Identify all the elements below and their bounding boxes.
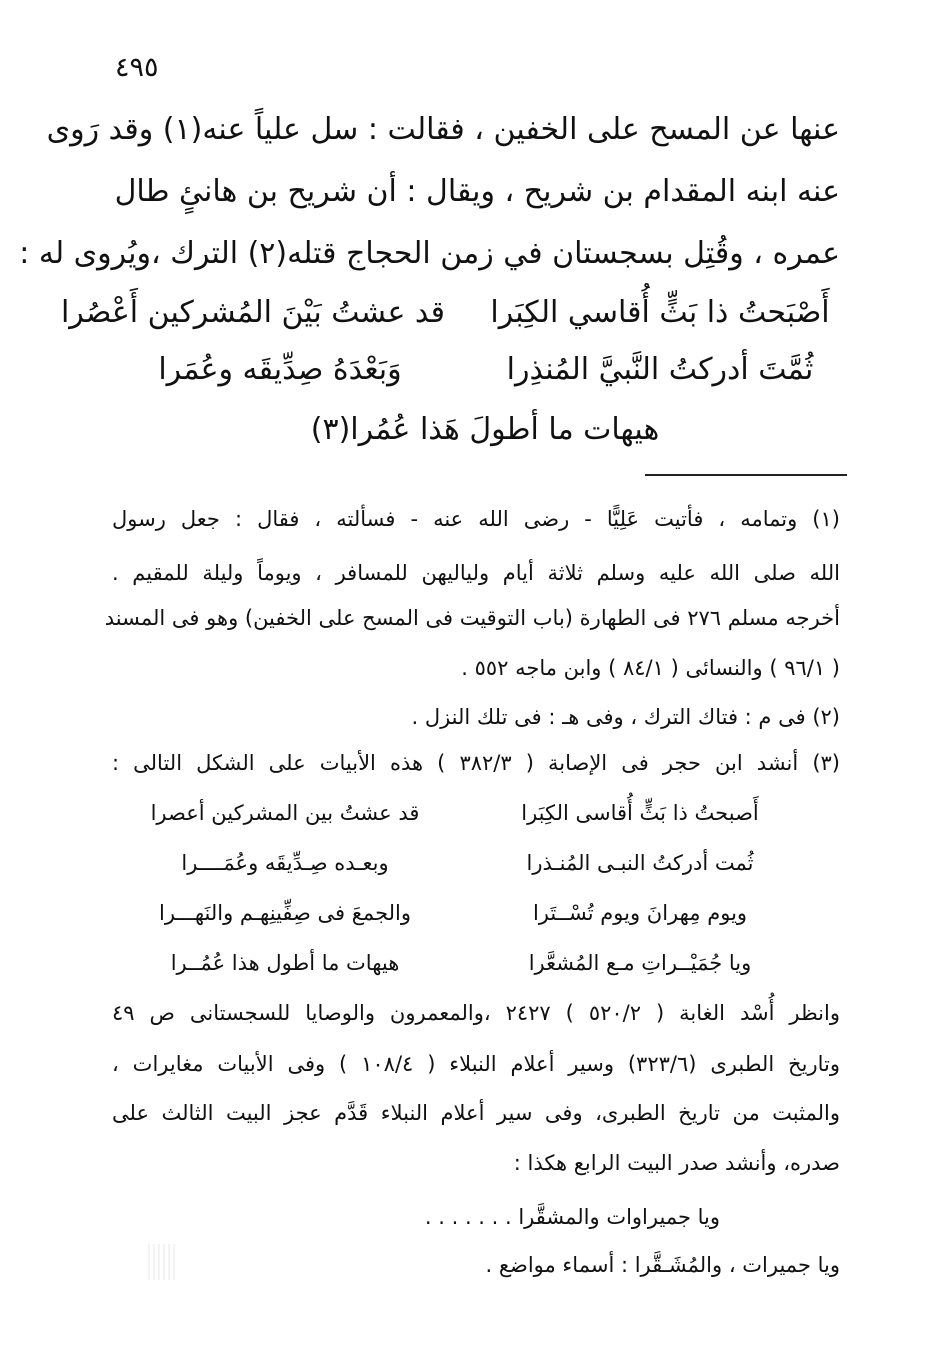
- footnote-verse-row: [135, 951, 800, 983]
- footnote-separator: [645, 474, 847, 476]
- verse-row: [115, 352, 840, 396]
- verse-last: هيهات ما أطولَ هَذا عُمُرا(٣): [310, 412, 660, 447]
- footnote-verse-first: أَصبحتُ ذا بَثٍّ أُقاسى الكِبَرا: [521, 801, 759, 825]
- main-line: عنها عن المسح على الخفين ، فقالت : سل علياً عنه(١) وقد رَوى: [46, 112, 840, 147]
- footnote-verse-row: [135, 901, 800, 933]
- footnote-verse-first: ثُمت أدركتُ النبـى المُنـذرا: [526, 851, 754, 875]
- footnote-line: والمثبت من تاريخ الطبرى، وفى سير أعلام النبلاء قَدَّم عجز البيت الثالث على: [112, 1101, 840, 1125]
- verse-hemistich-second: وَبَعْدَهُ صِدِّيقَه وعُمَرا: [158, 352, 402, 387]
- footnote-quote: ويا جميراوات والمشقَّرا . . . . . . .: [424, 1205, 720, 1229]
- footnote-line: ويا جميرات ، والمُشَـقَّرا : أسماء مواضع .: [485, 1253, 840, 1277]
- footnote-verse-row: [135, 801, 800, 833]
- footnote-verse-second: والجمعَ فى صِفِّينِهـم والنَهـــرا: [158, 901, 412, 925]
- footnote-line: (٢) فى م : فتاك الترك ، وفى هـ : فى تلك النزل .: [411, 705, 840, 729]
- footnote-line: وتاريخ الطبرى (٣٢٣/٦) وسير أعلام النبلاء ( ١٠٨/٤ ) وفى الأبيات مغايرات ،: [112, 1052, 840, 1076]
- footnote-verse-first: ويوم مِهرانَ ويوم تُسْــتَرا: [532, 901, 748, 925]
- footnote-verse-first: ويا جُمَيْــراتِ مـع المُشعَّرا: [528, 951, 752, 975]
- footnote-line: (٣) أنشد ابن حجر فى الإصابة ( ٣٨٢/٣ ) هذه الأبيات على الشكل التالى :: [112, 751, 840, 775]
- main-line: عمره ، وقُتِل بسجستان في زمن الحجاج قتله(٢) الترك ،ويُروى له :: [19, 236, 840, 271]
- footnote-line: صدره، وأنشد صدر البيت الرابع هكذا :: [513, 1151, 840, 1175]
- verse-hemistich-second: قد عشتُ بَيْنَ المُشركين أَعْصُرا: [60, 295, 445, 330]
- footnote-verse-second: قد عشتُ بين المشركين أعصرا: [150, 801, 420, 825]
- verse-hemistich-first: ثُمَّتَ أدركتُ النَّبيَّ المُنذِرا: [506, 352, 814, 387]
- footnote-line: وانظر أُسْد الغابة ( ٥٢٠/٢ ) ٢٤٢٧ ،والمعمرون والوصايا للسجستانى ص ٤٩: [112, 1001, 840, 1025]
- verse-hemistich-first: أَصْبَحتُ ذا بَثٍّ أُقاسي الكِبَرا: [490, 295, 830, 330]
- footnote-verse-second: وبعـده صِـدِّيقَه وعُمَــــرا: [181, 851, 389, 875]
- footnote-line: أخرجه مسلم ٢٧٦ فى الطهارة (باب التوقيت فى المسح على الخفين) وهو فى المسند: [104, 606, 840, 630]
- footnote-line: الله صلى الله عليه وسلم ثلاثة أيام ولياليهن للمسافر ، ويوماً وليلة للمقيم .: [112, 561, 840, 585]
- footnote-verse-row: [135, 851, 800, 883]
- main-line: عنه ابنه المقدام بن شريح ، ويقال : أن شريح بن هانئٍ طال: [114, 174, 840, 209]
- footnote-line: (١) وتمامه ، فأتيت عَلِيًّا - رضى الله عنه - فسألته ، فقال : جعل رسول: [112, 507, 840, 531]
- footnote-verse-second: هيهات ما أطول هذا عُمُــرا: [170, 951, 400, 975]
- page-number: ٤٩٥: [115, 52, 159, 83]
- verse-row: [60, 295, 840, 339]
- footnote-line: ( ٩٦/١ ) والنسائى ( ٨٤/١ ) وابن ماجه ٥٥٢ .: [461, 656, 840, 680]
- scan-artifact: [148, 1244, 176, 1280]
